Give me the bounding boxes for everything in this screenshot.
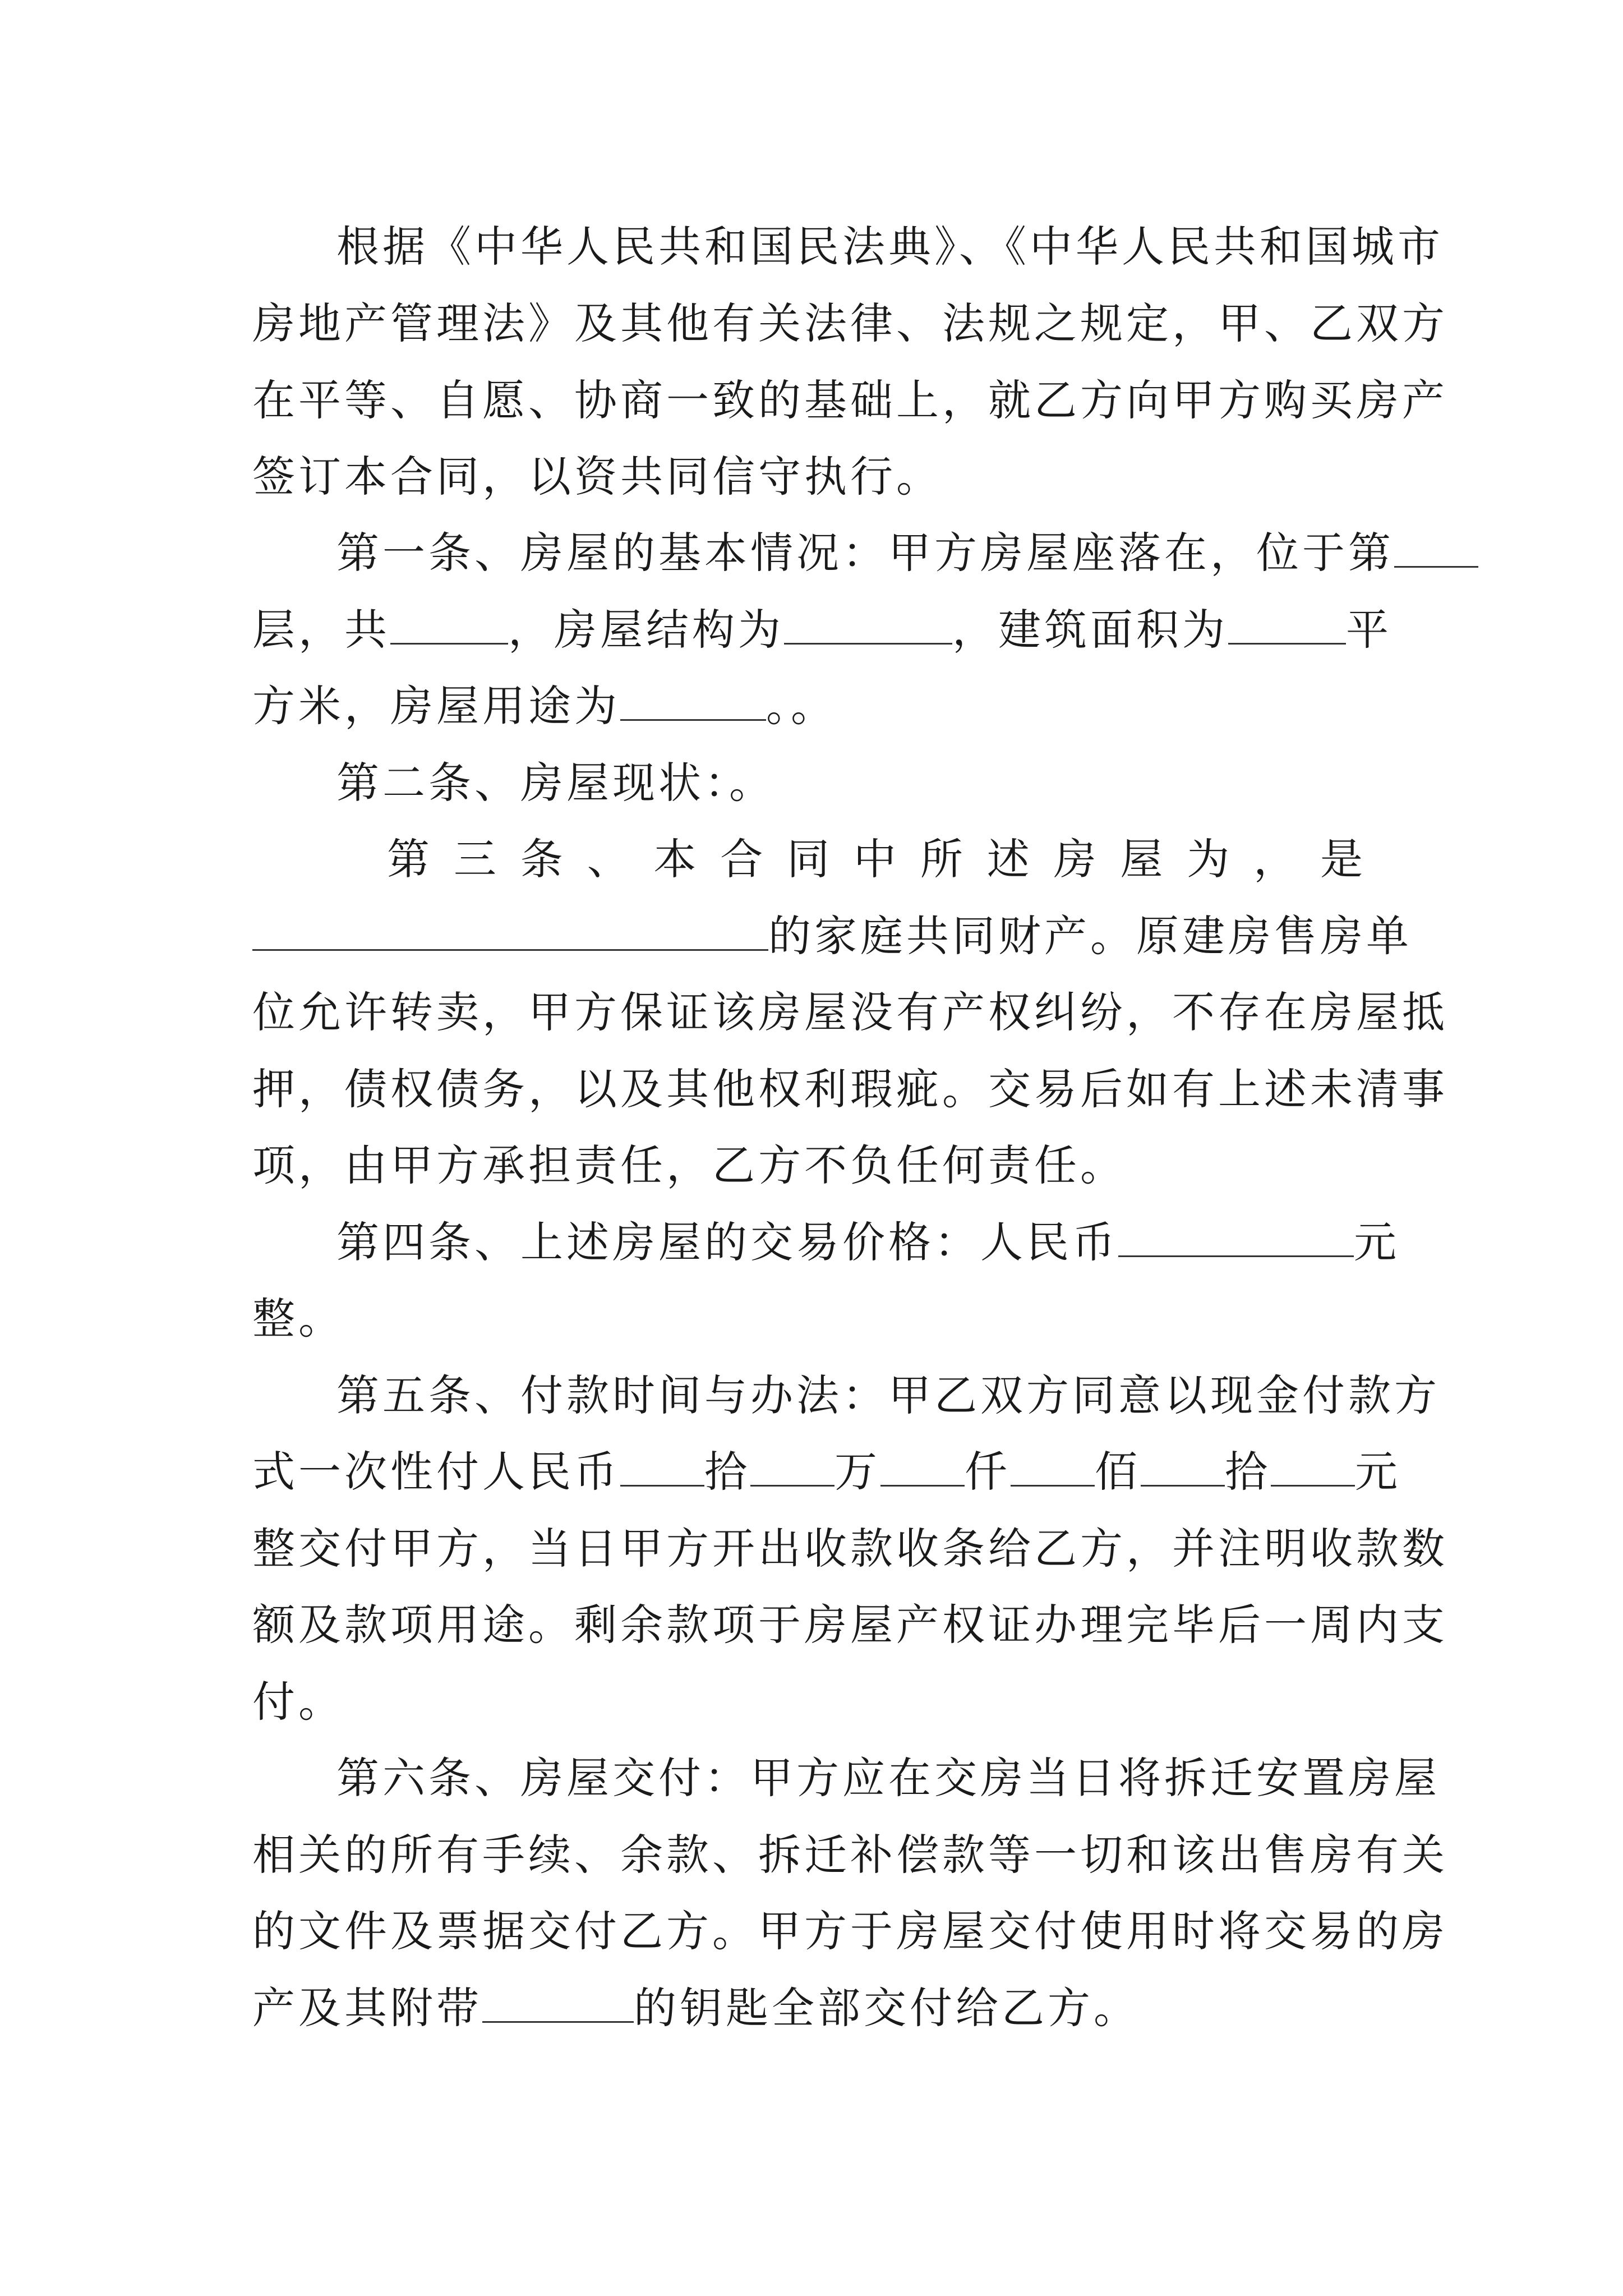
- fill-in-blank-amount: [1271, 1446, 1355, 1487]
- text-span: 拾: [1225, 1447, 1271, 1497]
- text-line: 押，债权债务，以及其他权利瑕疵。交易后如有上述未清事: [252, 1064, 1448, 1114]
- text-span: 万: [834, 1447, 880, 1497]
- fill-in-blank-usage: [620, 680, 766, 721]
- text-line: 额及款项用途。剩余款项于房屋产权证办理完毕后一周内支: [252, 1600, 1448, 1650]
- text-span: 方米，房屋用途为: [252, 681, 620, 731]
- article-2-line: 第二条、房屋现状：。: [336, 758, 775, 808]
- article-1-line-2: [252, 596, 1392, 664]
- fill-in-blank-attachments: [482, 1982, 634, 2023]
- fill-in-blank-floor: [1394, 527, 1478, 568]
- text-span: 平: [1346, 605, 1392, 655]
- text-span: 第一条、房屋的基本情况：甲方房屋座落在，位于第: [336, 528, 1394, 578]
- text-line: 位允许转卖，甲方保证该房屋没有产权纠纷，不存在房屋抵: [252, 987, 1448, 1037]
- article-4-line-1: [336, 1209, 1400, 1276]
- text-span: 第四条、上述房屋的交易价格：人民币: [336, 1217, 1118, 1267]
- text-line: 整。: [252, 1294, 344, 1343]
- text-span: 层，共: [252, 605, 390, 655]
- article-3-line-2: [252, 903, 1412, 970]
- text-line: 项，由甲方承担责任，乙方不负任何责任。: [252, 1140, 1126, 1190]
- text-line: 整交付甲方，当日甲方开出收款收条给乙方，并注明收款数: [252, 1524, 1448, 1573]
- text-span: ，房屋结构为: [508, 605, 784, 655]
- fill-in-blank-amount: [1011, 1446, 1095, 1487]
- article-1-line-1: [336, 519, 1394, 587]
- text-line: 付。: [252, 1677, 344, 1727]
- text-span: 。。: [766, 681, 837, 731]
- article-6-line-1: 第六条、房屋交付：甲方应在交房当日将拆迁安置房屋: [336, 1753, 1440, 1803]
- text-line: 根据《中华人民共和国民法典》、《中华人民共和国城市: [336, 222, 1444, 272]
- fill-in-blank-amount: [880, 1446, 965, 1487]
- article-6-line-4: [252, 1975, 1385, 2042]
- article-5-line-1: 第五条、付款时间与办法：甲乙双方同意以现金付款方: [336, 1370, 1440, 1420]
- text-line: 房地产管理法》及其他有关法律、法规之规定，甲、乙双方: [252, 298, 1448, 348]
- text-span: 佰: [1095, 1447, 1141, 1497]
- text-span: 的家庭共同财产。原建房售房单: [768, 911, 1412, 961]
- fill-in-blank-amount: [620, 1446, 704, 1487]
- text-line: 的文件及票据交付乙方。甲方于房屋交付使用时将交易的房: [252, 1906, 1448, 1956]
- text-span: 拾: [704, 1447, 750, 1497]
- fill-in-blank-total-floors: [390, 604, 508, 645]
- fill-in-blank-amount: [1141, 1446, 1225, 1487]
- article-5-line-2: [252, 1438, 1401, 1506]
- fill-in-blank-structure: [784, 604, 952, 645]
- fill-in-blank-owners: [252, 910, 768, 951]
- text-span: 仟: [965, 1447, 1011, 1497]
- text-span: 元: [1355, 1447, 1401, 1497]
- text-line: 相关的所有手续、余款、拆迁补偿款等一切和该出售房有关: [252, 1830, 1448, 1880]
- text-span: 式一次性付人民币: [252, 1447, 620, 1497]
- fill-in-blank-amount: [750, 1446, 834, 1487]
- text-line: 在平等、自愿、协商一致的基础上，就乙方向甲方购买房产: [252, 375, 1448, 425]
- text-span: 产及其附带: [252, 1983, 482, 2033]
- fill-in-blank-area: [1228, 604, 1346, 645]
- article-1-line-3: [252, 673, 1385, 740]
- text-line: 签订本合同，以资共同信守执行。: [252, 452, 942, 501]
- article-3-line-1: 第三条、本合同中所述房屋为，是: [387, 834, 1385, 884]
- text-span: 的钥匙全部交付给乙方。: [634, 1983, 1140, 2033]
- text-span: 元: [1354, 1217, 1400, 1267]
- fill-in-blank-price: [1118, 1216, 1354, 1257]
- text-span: ，建筑面积为: [952, 605, 1228, 655]
